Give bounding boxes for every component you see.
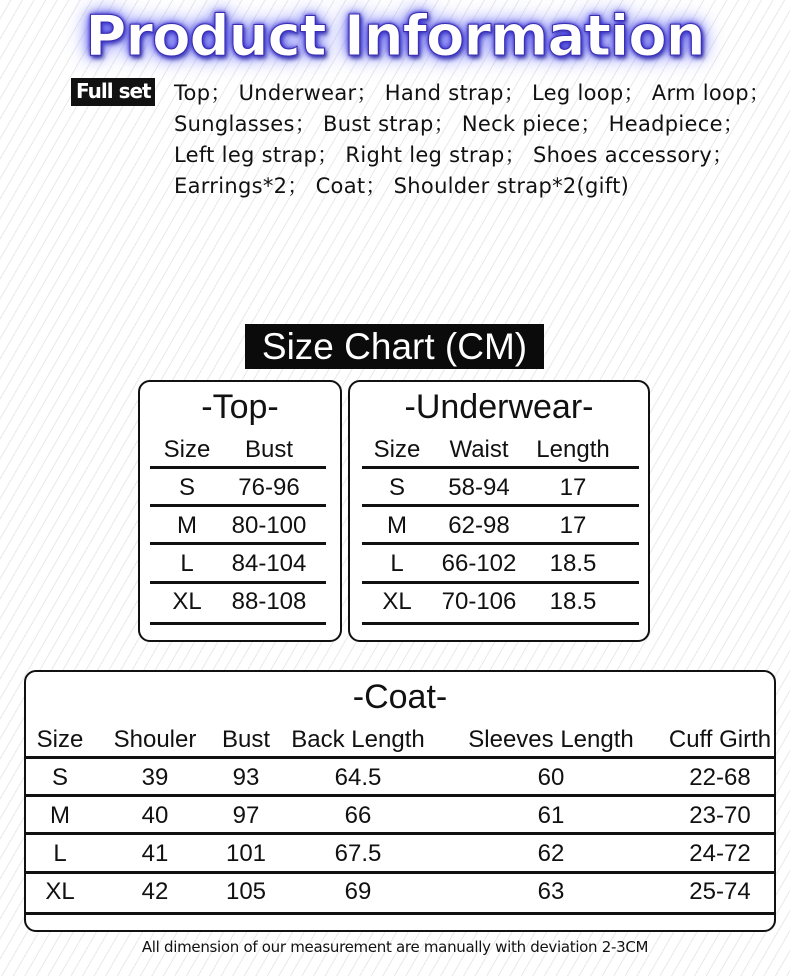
table-divider (362, 466, 639, 469)
table-cell: L (53, 840, 67, 867)
table-divider (362, 542, 639, 545)
table-cell: 84-104 (231, 550, 307, 577)
table-cell: 101 (225, 840, 267, 867)
column-header: Waist (449, 436, 509, 463)
size-chart-title: Size Chart (CM) (245, 324, 544, 369)
table-cell: XL (172, 588, 202, 615)
table-divider (362, 622, 639, 625)
table-cell: 76-96 (238, 474, 300, 501)
table-cell: 64.5 (334, 764, 382, 791)
table-divider (150, 581, 326, 584)
table-cell: 17 (559, 512, 587, 539)
table-cell: 70-106 (441, 588, 517, 615)
table-cell: M (387, 512, 407, 539)
table-cell: M (177, 512, 197, 539)
column-header: Length (536, 436, 610, 463)
column-header: Back Length (291, 726, 425, 753)
table-divider (150, 622, 326, 625)
column-header: Size (36, 726, 84, 753)
table-cell: 60 (537, 764, 565, 791)
table-cell: 18.5 (549, 550, 597, 577)
table-cell: S (178, 474, 196, 501)
table-cell: S (388, 474, 406, 501)
table-divider (362, 581, 639, 584)
table-divider (26, 756, 774, 759)
table-cell: 80-100 (231, 512, 307, 539)
table-cell: 23-70 (689, 802, 751, 829)
table-cell: 105 (225, 878, 267, 905)
column-header: Bust (221, 726, 271, 753)
full-set-line: Left leg strap； Right leg strap； Shoes accessory； (174, 143, 734, 167)
table-cell: 17 (559, 474, 587, 501)
table-divider (26, 912, 774, 915)
full-set-contents (174, 78, 770, 202)
table-cell: XL (45, 878, 75, 905)
table-cell: 66-102 (441, 550, 517, 577)
table-cell: 41 (141, 840, 169, 867)
page-title: Product Information (85, 4, 705, 69)
table-cell: 97 (232, 802, 260, 829)
table-cell: 18.5 (549, 588, 597, 615)
underwear-table-title: -Underwear- (404, 388, 594, 426)
table-cell: 62-98 (448, 512, 510, 539)
column-header: Sleeves Length (468, 726, 634, 753)
column-header: Shouler (113, 726, 197, 753)
coat-size-table (24, 670, 776, 932)
full-set-line: Sunglasses； Bust strap； Neck piece； Headpiece； (174, 112, 745, 136)
table-divider (362, 504, 639, 507)
full-set-line: Top； Underwear； Hand strap； Leg loop； Arm loop； (174, 81, 771, 105)
table-cell: 39 (141, 764, 169, 791)
full-set-badge: Full set (71, 78, 155, 106)
footer-note: All dimension of our measurement are manually with deviation 2-3CM (141, 938, 649, 956)
table-cell: XL (382, 588, 412, 615)
table-cell: 67.5 (334, 840, 382, 867)
table-divider (26, 832, 774, 835)
top-table-title: -Top- (201, 388, 279, 426)
table-divider (26, 794, 774, 797)
table-cell: S (51, 764, 69, 791)
table-cell: 61 (537, 802, 565, 829)
table-cell: 66 (344, 802, 372, 829)
table-cell: 22-68 (689, 764, 751, 791)
column-header: Size (373, 436, 421, 463)
underwear-size-table (348, 380, 650, 642)
table-cell: L (390, 550, 404, 577)
table-cell: 93 (232, 764, 260, 791)
table-cell: 24-72 (689, 840, 751, 867)
table-cell: M (50, 802, 70, 829)
table-cell: 63 (537, 878, 565, 905)
table-cell: 69 (344, 878, 372, 905)
column-header: Cuff Girth (668, 726, 772, 753)
table-cell: 25-74 (689, 878, 751, 905)
table-cell: 58-94 (448, 474, 510, 501)
full-set-line: Earrings*2； Coat； Shoulder strap*2(gift) (174, 174, 630, 198)
table-cell: 88-108 (231, 588, 307, 615)
table-divider (26, 871, 774, 874)
table-divider (150, 542, 326, 545)
table-cell: 42 (141, 878, 169, 905)
column-header: Size (163, 436, 211, 463)
table-divider (150, 504, 326, 507)
table-divider (150, 466, 326, 469)
column-header: Bust (244, 436, 294, 463)
coat-table-title: -Coat- (352, 678, 448, 716)
table-cell: 40 (141, 802, 169, 829)
table-cell: L (180, 550, 194, 577)
table-cell: 62 (537, 840, 565, 867)
top-size-table (138, 380, 342, 642)
